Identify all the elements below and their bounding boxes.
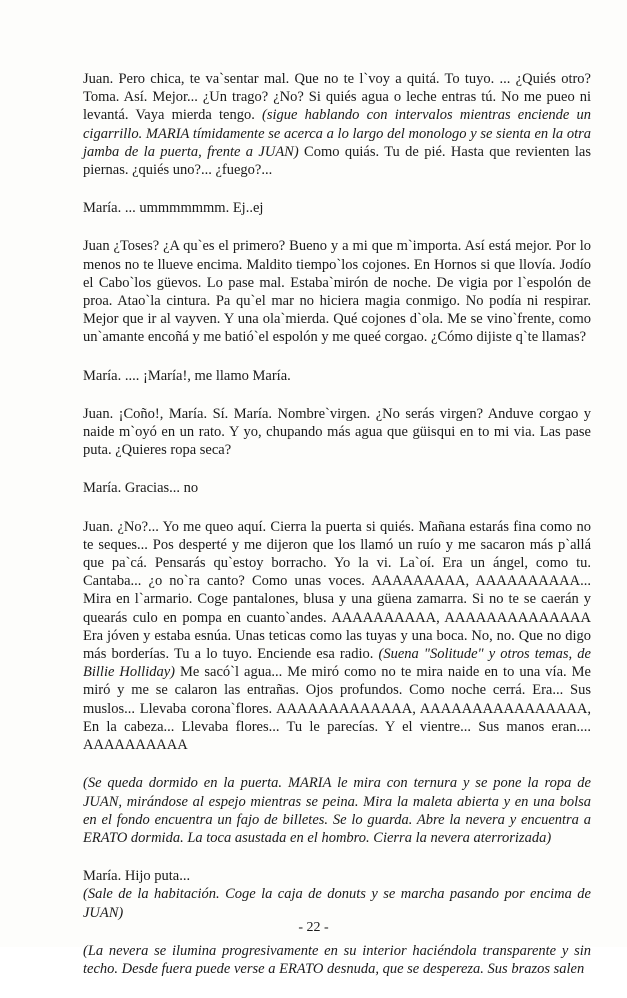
- script-paragraph: [83, 479, 591, 497]
- page-number: - 22 -: [298, 920, 329, 935]
- script-paragraph: [83, 237, 591, 346]
- script-paragraph: [83, 942, 591, 978]
- stage-direction: (Sale de la habitación. Coge la caja de donuts y se marcha pasando por encima de JUAN): [83, 886, 591, 921]
- dialogue-text: Me sacó`l agua... Me miró como no te mira naide en to una vía. Me miró y me se calaron las entrañas. Ojos profundos. Como noche cerrá. Era... Sus muslos... Llevaba corona`flores. AAAAAAAAAAAAA, AAAAAAAAAAAAAAAA, En la cabeza... Llevaba flores... Tu le parecías. Y el vientre... Sus manos eran.... AAAAAAAAAA: [83, 664, 591, 754]
- script-paragraph: [83, 70, 591, 179]
- dialogue-text: María. ... ummmmmmm. Ej..ej: [83, 200, 264, 217]
- dialogue-text: Juan. ¿No?... Yo me queo aquí. Cierra la puerta si quiés. Mañana estarás fina como no te seques... Pos desperté y me dijeron que los llamó un ruío y me sacaron más p`allá que pa`cá. Pensarás qu`estoy borracho. Yo la vi. La`oí. Era un ángel, como tu. Cantaba... ¿o no`ra canto? Como unas voces. AAAAAAAAA, AAAAAAAAAA... Mira en l`armario. Coge pantalones, blusa y una güena zamarra. Si no te se caerán y quearás culo en pompa en cuanto`andes. AAAAAAAAAA, AAAAAAAAAAAAAA Era jóven y estaba esnúa. Unas teticas como las tuyas y una boca. No, no. Que no digo más borderías. Tu a lo tuyo. Enciende esa radio.: [83, 518, 591, 663]
- stage-direction: (Se queda dormido en la puerta. MARIA le mira con ternura y se pone la ropa de JUAN, mirándose al espejo mientras se peina. Mira la maleta abierta y en una bolsa en el fondo encuentra un fajo de billetes. Se lo guarda. Abre la nevera y encuentra a ERATO dormida. La toca asustada en el hombro. Cierra la nevera aterrorizada): [83, 775, 591, 846]
- stage-direction: (La nevera se ilumina progresivamente en su interior haciéndola transparente y sin techo. Desde fuera puede verse a ERATO desnuda, que se despereza. Sus brazos salen: [83, 942, 591, 977]
- dialogue-text: María. Hijo puta...: [83, 868, 191, 885]
- script-paragraph: [83, 405, 591, 460]
- dialogue-text: Juan. ¡Coño!, María. Sí. María. Nombre`virgen. ¿No serás virgen? Anduve corgao y naide m`oyó en un rato. Y yo, chupando más agua que güisqui en to mi via. Las pase puta. ¿Quieres ropa seca?: [83, 405, 591, 459]
- stage-direction: (Suena "Solitude" y otros temas, de Billie Holliday): [83, 646, 591, 681]
- dialogue-text: María. .... ¡María!, me llamo María.: [83, 367, 291, 384]
- stage-direction: (sigue hablando con intervalos mientras enciende un cigarrillo. MARIA tímidamente se acerca a lo largo del monologo y se sienta en la otra jamba de la puerta, frente a JUAN): [83, 107, 592, 160]
- script-paragraph: [83, 518, 591, 755]
- dialogue-text: María. Gracias... no: [83, 480, 199, 497]
- dialogue-text: Como quiás. Tu de pié. Hasta que revienten las piernas. ¿quiés uno?... ¿fuego?...: [83, 143, 592, 179]
- script-paragraph: [83, 774, 591, 847]
- script-paragraph: [83, 885, 591, 921]
- dialogue-text: Juan ¿Toses? ¿A qu`es el primero? Bueno y a mi que m`importa. Así está mejor. Por lo menos no te llueve encima. Maldito tiempo`los cojones. En Hornos si que llovía. Jodío el Cabo`los güevos. Lo pase mal. Estaba`mirón de noche. De vigia por l`espolón de proa. Atao`la cintura. Pa qu`el mar no hiciera magia conmigo. No podía ni respirar. Mejor que ir al vayven. Y una ola`mierda. Qué cojones d`ola. Me se vino`frente, como un`amante encoñá y me batió`el espolón y me queé corgao. ¿Cómo dijiste q`te llamas?: [83, 238, 591, 346]
- script-body: [83, 70, 591, 998]
- script-paragraph: [83, 367, 591, 385]
- script-paragraph: [83, 199, 591, 217]
- script-paragraph: [83, 867, 591, 885]
- dialogue-text: Juan. Pero chica, te va`sentar mal. Que no te l`voy a quitá. To tuyo. ... ¿Quiés otro? Toma. Así. Mejor... ¿Un trago? ¿No? Si quiés agua o leche entras tú. No me pueo ni levantá. Vaya mierda tengo.: [83, 71, 591, 124]
